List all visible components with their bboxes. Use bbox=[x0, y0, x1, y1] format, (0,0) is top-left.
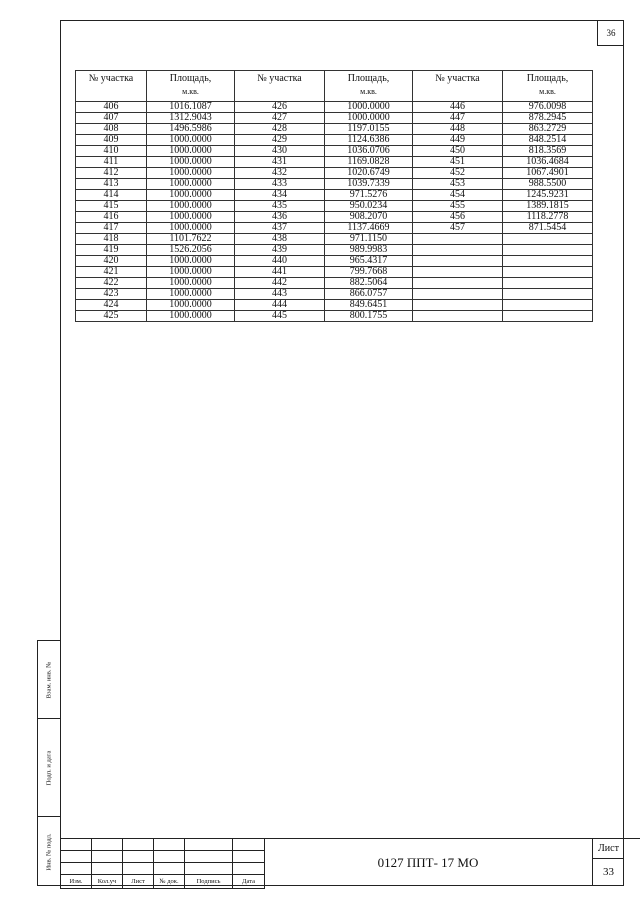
plot-number-cell bbox=[413, 256, 503, 267]
plot-number-cell: 436 bbox=[235, 212, 325, 223]
plot-number-cell: 439 bbox=[235, 245, 325, 256]
plot-area-table bbox=[75, 70, 593, 322]
area-cell bbox=[503, 245, 593, 256]
area-cell: 1039.7339 bbox=[325, 179, 413, 190]
col-count: Кол.уч bbox=[92, 875, 123, 889]
plot-number-cell bbox=[413, 245, 503, 256]
plot-number-cell: 429 bbox=[235, 135, 325, 146]
area-cell: 1016.1087 bbox=[147, 102, 235, 113]
col-sheet: Лист bbox=[123, 875, 154, 889]
table-row bbox=[76, 223, 593, 234]
plot-number-cell: 419 bbox=[76, 245, 147, 256]
revision-grid bbox=[60, 838, 265, 889]
plot-number-cell: 421 bbox=[76, 267, 147, 278]
plot-number-cell: 434 bbox=[235, 190, 325, 201]
table-row bbox=[76, 278, 593, 289]
area-cell: 800.1755 bbox=[325, 311, 413, 322]
area-cell: 1000.0000 bbox=[147, 289, 235, 300]
plot-number-cell: 445 bbox=[235, 311, 325, 322]
table-row bbox=[76, 168, 593, 179]
col-change: Изм. bbox=[61, 875, 92, 889]
area-cell: 1000.0000 bbox=[147, 190, 235, 201]
area-cell: 1000.0000 bbox=[325, 113, 413, 124]
side-label-signature: Подп. и дата bbox=[45, 750, 53, 785]
table-row bbox=[76, 234, 593, 245]
area-cell: 971.1150 bbox=[325, 234, 413, 245]
plot-number-cell: 435 bbox=[235, 201, 325, 212]
plot-number-cell: 437 bbox=[235, 223, 325, 234]
plot-number-cell: 415 bbox=[76, 201, 147, 212]
area-cell: 1526.2056 bbox=[147, 245, 235, 256]
plot-number-cell: 423 bbox=[76, 289, 147, 300]
area-cell: 1000.0000 bbox=[147, 300, 235, 311]
plot-number-cell: 446 bbox=[413, 102, 503, 113]
side-cell-original bbox=[38, 817, 60, 886]
area-cell: 1197.0155 bbox=[325, 124, 413, 135]
plot-number-cell: 426 bbox=[235, 102, 325, 113]
area-cell: 818.3569 bbox=[503, 146, 593, 157]
plot-number-cell: 440 bbox=[235, 256, 325, 267]
plot-number-cell: 407 bbox=[76, 113, 147, 124]
table-row bbox=[76, 124, 593, 135]
area-cell: 866.0757 bbox=[325, 289, 413, 300]
area-cell: 1312.9043 bbox=[147, 113, 235, 124]
plot-number-cell: 448 bbox=[413, 124, 503, 135]
binding-strip bbox=[37, 640, 60, 886]
area-cell: 1036.4684 bbox=[503, 157, 593, 168]
plot-number-cell: 443 bbox=[235, 289, 325, 300]
area-cell: 976.0098 bbox=[503, 102, 593, 113]
area-cell: 882.5064 bbox=[325, 278, 413, 289]
plot-number-cell: 456 bbox=[413, 212, 503, 223]
plot-number-cell: 457 bbox=[413, 223, 503, 234]
plot-number-cell: 438 bbox=[235, 234, 325, 245]
plot-number-cell: 410 bbox=[76, 146, 147, 157]
area-cell: 1000.0000 bbox=[147, 311, 235, 322]
area-cell: 1101.7622 bbox=[147, 234, 235, 245]
area-cell: 871.5454 bbox=[503, 223, 593, 234]
area-cell: 1036.0706 bbox=[325, 146, 413, 157]
area-cell: 965.4317 bbox=[325, 256, 413, 267]
header-plot-number: № участка bbox=[76, 71, 147, 102]
table-header-row bbox=[76, 71, 593, 102]
area-cell: 1000.0000 bbox=[147, 256, 235, 267]
area-cell: 878.2945 bbox=[503, 113, 593, 124]
plot-number-cell bbox=[413, 300, 503, 311]
plot-number-cell: 425 bbox=[76, 311, 147, 322]
area-cell: 1067.4901 bbox=[503, 168, 593, 179]
plot-number-cell: 447 bbox=[413, 113, 503, 124]
plot-number-cell: 409 bbox=[76, 135, 147, 146]
area-cell: 1169.0828 bbox=[325, 157, 413, 168]
area-cell: 848.2514 bbox=[503, 135, 593, 146]
table-row bbox=[76, 289, 593, 300]
header-plot-number: № участка bbox=[235, 71, 325, 102]
document-code: 0127 ППТ- 17 МО bbox=[264, 838, 640, 886]
area-cell bbox=[503, 278, 593, 289]
area-cell: 1000.0000 bbox=[325, 102, 413, 113]
area-cell bbox=[503, 300, 593, 311]
area-cell: 1389.1815 bbox=[503, 201, 593, 212]
area-cell: 950.0234 bbox=[325, 201, 413, 212]
area-cell: 1000.0000 bbox=[147, 135, 235, 146]
table-row bbox=[76, 300, 593, 311]
plot-number-cell: 422 bbox=[76, 278, 147, 289]
table-row bbox=[76, 113, 593, 124]
plot-number-cell: 454 bbox=[413, 190, 503, 201]
area-cell: 1000.0000 bbox=[147, 157, 235, 168]
header-area: Площадь, м.кв. bbox=[503, 71, 593, 102]
plot-number-cell: 449 bbox=[413, 135, 503, 146]
table-row bbox=[76, 245, 593, 256]
plot-number-cell: 444 bbox=[235, 300, 325, 311]
sheet-label: Лист bbox=[593, 839, 624, 859]
plot-number-cell: 413 bbox=[76, 179, 147, 190]
plot-number-cell: 433 bbox=[235, 179, 325, 190]
area-cell: 1000.0000 bbox=[147, 223, 235, 234]
table-row bbox=[76, 102, 593, 113]
table-row bbox=[76, 212, 593, 223]
area-cell: 1000.0000 bbox=[147, 146, 235, 157]
table-row bbox=[76, 179, 593, 190]
area-cell: 1245.9231 bbox=[503, 190, 593, 201]
plot-number-cell bbox=[413, 234, 503, 245]
area-cell: 799.7668 bbox=[325, 267, 413, 278]
plot-number-cell: 453 bbox=[413, 179, 503, 190]
area-cell: 1124.6386 bbox=[325, 135, 413, 146]
table-row bbox=[76, 146, 593, 157]
plot-number-cell: 427 bbox=[235, 113, 325, 124]
table-row bbox=[76, 267, 593, 278]
table-row bbox=[76, 201, 593, 212]
plot-number-cell: 408 bbox=[76, 124, 147, 135]
table-row bbox=[76, 256, 593, 267]
table-row bbox=[76, 157, 593, 168]
area-cell: 1496.5986 bbox=[147, 124, 235, 135]
area-cell: 989.9983 bbox=[325, 245, 413, 256]
plot-number-cell: 412 bbox=[76, 168, 147, 179]
table-row bbox=[76, 135, 593, 146]
plot-number-cell: 432 bbox=[235, 168, 325, 179]
area-cell: 1000.0000 bbox=[147, 201, 235, 212]
sheet-box bbox=[592, 838, 624, 886]
sheet-number: 33 bbox=[603, 866, 614, 878]
plot-number-cell: 406 bbox=[76, 102, 147, 113]
title-block bbox=[60, 838, 624, 886]
header-plot-number: № участка bbox=[413, 71, 503, 102]
plot-number-cell: 417 bbox=[76, 223, 147, 234]
plot-number-cell: 452 bbox=[413, 168, 503, 179]
area-cell: 1000.0000 bbox=[147, 212, 235, 223]
plot-number-cell: 428 bbox=[235, 124, 325, 135]
area-cell: 988.5500 bbox=[503, 179, 593, 190]
table-row bbox=[76, 311, 593, 322]
col-date: Дата bbox=[233, 875, 265, 889]
plot-number-cell: 450 bbox=[413, 146, 503, 157]
plot-number-cell: 442 bbox=[235, 278, 325, 289]
plot-number-cell: 420 bbox=[76, 256, 147, 267]
area-cell bbox=[503, 256, 593, 267]
plot-number-cell bbox=[413, 289, 503, 300]
area-cell: 1000.0000 bbox=[147, 278, 235, 289]
plot-number-cell: 411 bbox=[76, 157, 147, 168]
area-cell bbox=[503, 267, 593, 278]
area-cell bbox=[503, 289, 593, 300]
header-area: Площадь, м.кв. bbox=[325, 71, 413, 102]
area-cell: 863.2729 bbox=[503, 124, 593, 135]
plot-number-cell bbox=[413, 311, 503, 322]
side-cell-signature bbox=[38, 719, 60, 817]
plot-number-cell: 455 bbox=[413, 201, 503, 212]
plot-number-cell: 451 bbox=[413, 157, 503, 168]
plot-number-cell: 424 bbox=[76, 300, 147, 311]
table-row bbox=[76, 190, 593, 201]
col-signature: Подпись bbox=[185, 875, 233, 889]
area-cell: 849.6451 bbox=[325, 300, 413, 311]
plot-number-cell: 441 bbox=[235, 267, 325, 278]
area-cell bbox=[503, 311, 593, 322]
side-label-original: Инв. № подл. bbox=[45, 832, 53, 871]
plot-number-cell: 416 bbox=[76, 212, 147, 223]
col-doc-number: № док. bbox=[154, 875, 185, 889]
area-cell: 971.5276 bbox=[325, 190, 413, 201]
side-cell-replacement bbox=[38, 641, 60, 719]
area-cell: 1020.6749 bbox=[325, 168, 413, 179]
plot-number-cell: 430 bbox=[235, 146, 325, 157]
top-sheet-number: 36 bbox=[597, 20, 624, 46]
area-cell: 1000.0000 bbox=[147, 168, 235, 179]
side-label-replacement: Взам. инв. № bbox=[45, 661, 53, 698]
area-cell: 908.2070 bbox=[325, 212, 413, 223]
area-cell: 1137.4669 bbox=[325, 223, 413, 234]
area-cell: 1000.0000 bbox=[147, 267, 235, 278]
plot-number-cell: 418 bbox=[76, 234, 147, 245]
area-cell: 1000.0000 bbox=[147, 179, 235, 190]
plot-number-cell bbox=[413, 267, 503, 278]
header-area: Площадь, м.кв. bbox=[147, 71, 235, 102]
area-cell bbox=[503, 234, 593, 245]
plot-number-cell bbox=[413, 278, 503, 289]
area-cell: 1118.2778 bbox=[503, 212, 593, 223]
plot-number-cell: 414 bbox=[76, 190, 147, 201]
plot-number-cell: 431 bbox=[235, 157, 325, 168]
